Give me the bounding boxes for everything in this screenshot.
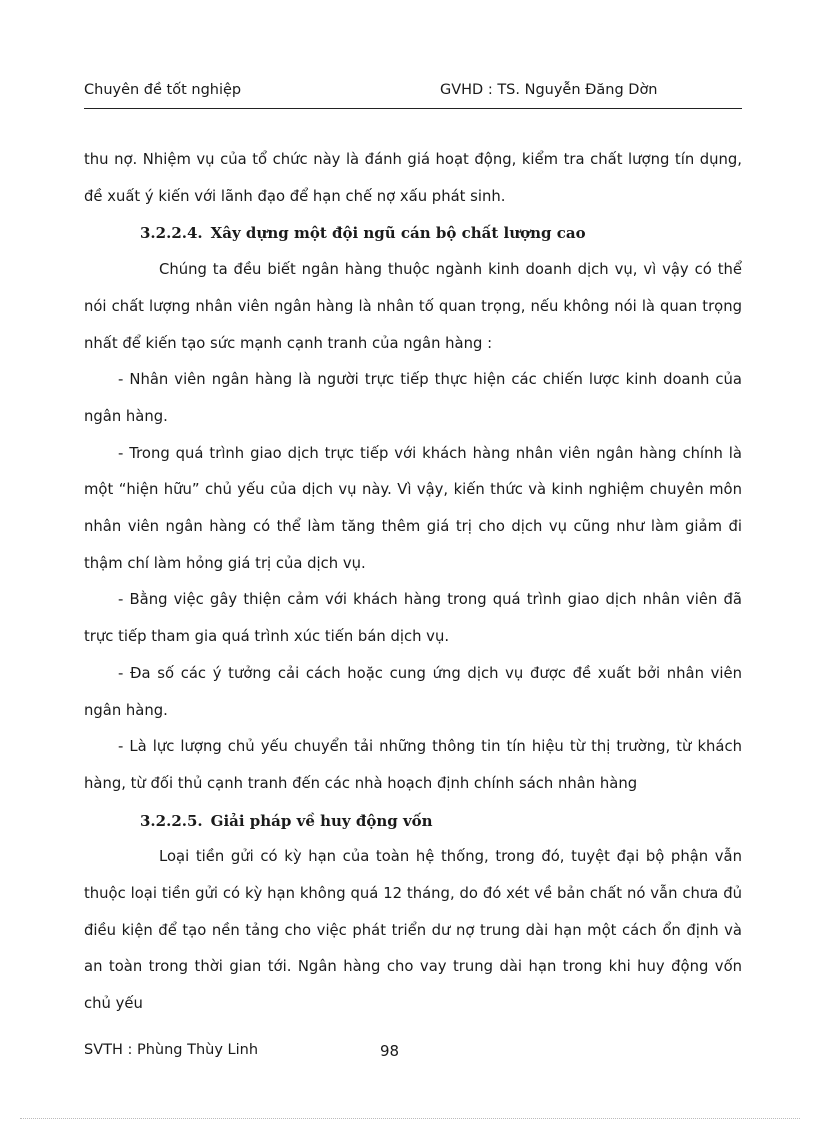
section-heading-3-2-2-5 [84,803,742,840]
section-title: Giải pháp về huy động vốn [210,811,433,830]
page-header [84,82,742,106]
footer-student: SVTH : Phùng Thùy Linh [84,1042,259,1058]
paragraph-continued: thu nợ. Nhiệm vụ của tổ chức này là đánh giá hoạt động, kiểm tra chất lượng tín dụng, đề xuất ý kiến với lãnh đạo để hạn chế nợ xấu phát sinh. [84,151,742,205]
section-title: Xây dựng một đội ngũ cán bộ chất lượng cao [210,224,586,243]
section-number: 3.2.2.4. [140,224,203,243]
section-heading-3-2-2-4 [84,215,742,252]
bullet-item: - Nhân viên ngân hàng là người trực tiếp thực hiện các chiến lược kinh doanh của ngân hàng. [84,371,742,425]
page-number: 98 [380,1042,400,1060]
bullet-item: - Đa số các ý tưởng cải cách hoặc cung ứng dịch vụ được đề xuất bởi nhân viên ngân hàng. [84,664,742,719]
bullet-item: - Là lực lượng chủ yếu chuyển tải những thông tin tín hiệu từ thị trường, từ khách hàng, từ đối thủ cạnh tranh đến các nhà hoạch định chính sách nhân hàng [84,738,742,792]
page-footer [84,1042,742,1066]
section-number: 3.2.2.5. [140,811,203,830]
header-divider [84,108,742,109]
header-advisor: GVHD : TS. Nguyễn Đăng Dờn [440,82,658,98]
bullet-item: - Trong quá trình giao dịch trực tiếp với khách hàng nhân viên ngân hàng chính là một “hiện hữu” chủ yếu của dịch vụ này. Vì vậy, kiến thức và kinh nghiệm chuyên môn nhân viên ngân hàng có thể làm tăng thêm giá trị cho dịch vụ cũng như làm giảm đi thậm chí làm hỏng giá trị của dịch vụ. [84,444,742,572]
bullet-item: - Bằng việc gây thiện cảm với khách hàng trong quá trình giao dịch nhân viên đã trực tiếp tham gia quá trình xúc tiến bán dịch vụ. [84,591,742,646]
bottom-dotted-line [20,1118,800,1119]
paragraph-intro: Chúng ta đều biết ngân hàng thuộc ngành kinh doanh dịch vụ, vì vậy có thể nói chất lượng nhân viên ngân hàng là nhân tố quan trọng, nếu không nói là quan trọng nhất để kiến tạo sức mạnh cạnh tranh của ngân hàng : [84,261,742,352]
header-document-title: Chuyên đề tốt nghiệp [84,82,242,98]
paragraph-deposits: Loại tiền gửi có kỳ hạn của toàn hệ thống, trong đó, tuyệt đại bộ phận vẫn thuộc loại tiền gửi có kỳ hạn không quá 12 tháng, do đó xét về bản chất nó vẫn chưa đủ điều kiện để tạo nền tảng cho việc phát triển dư nợ trung dài hạn một cách ổn định và an toàn trong thời gian tới. Ngân hàng cho vay trung dài hạn trong khi huy động vốn chủ yếu [84,848,742,1013]
page-body [84,142,742,1023]
